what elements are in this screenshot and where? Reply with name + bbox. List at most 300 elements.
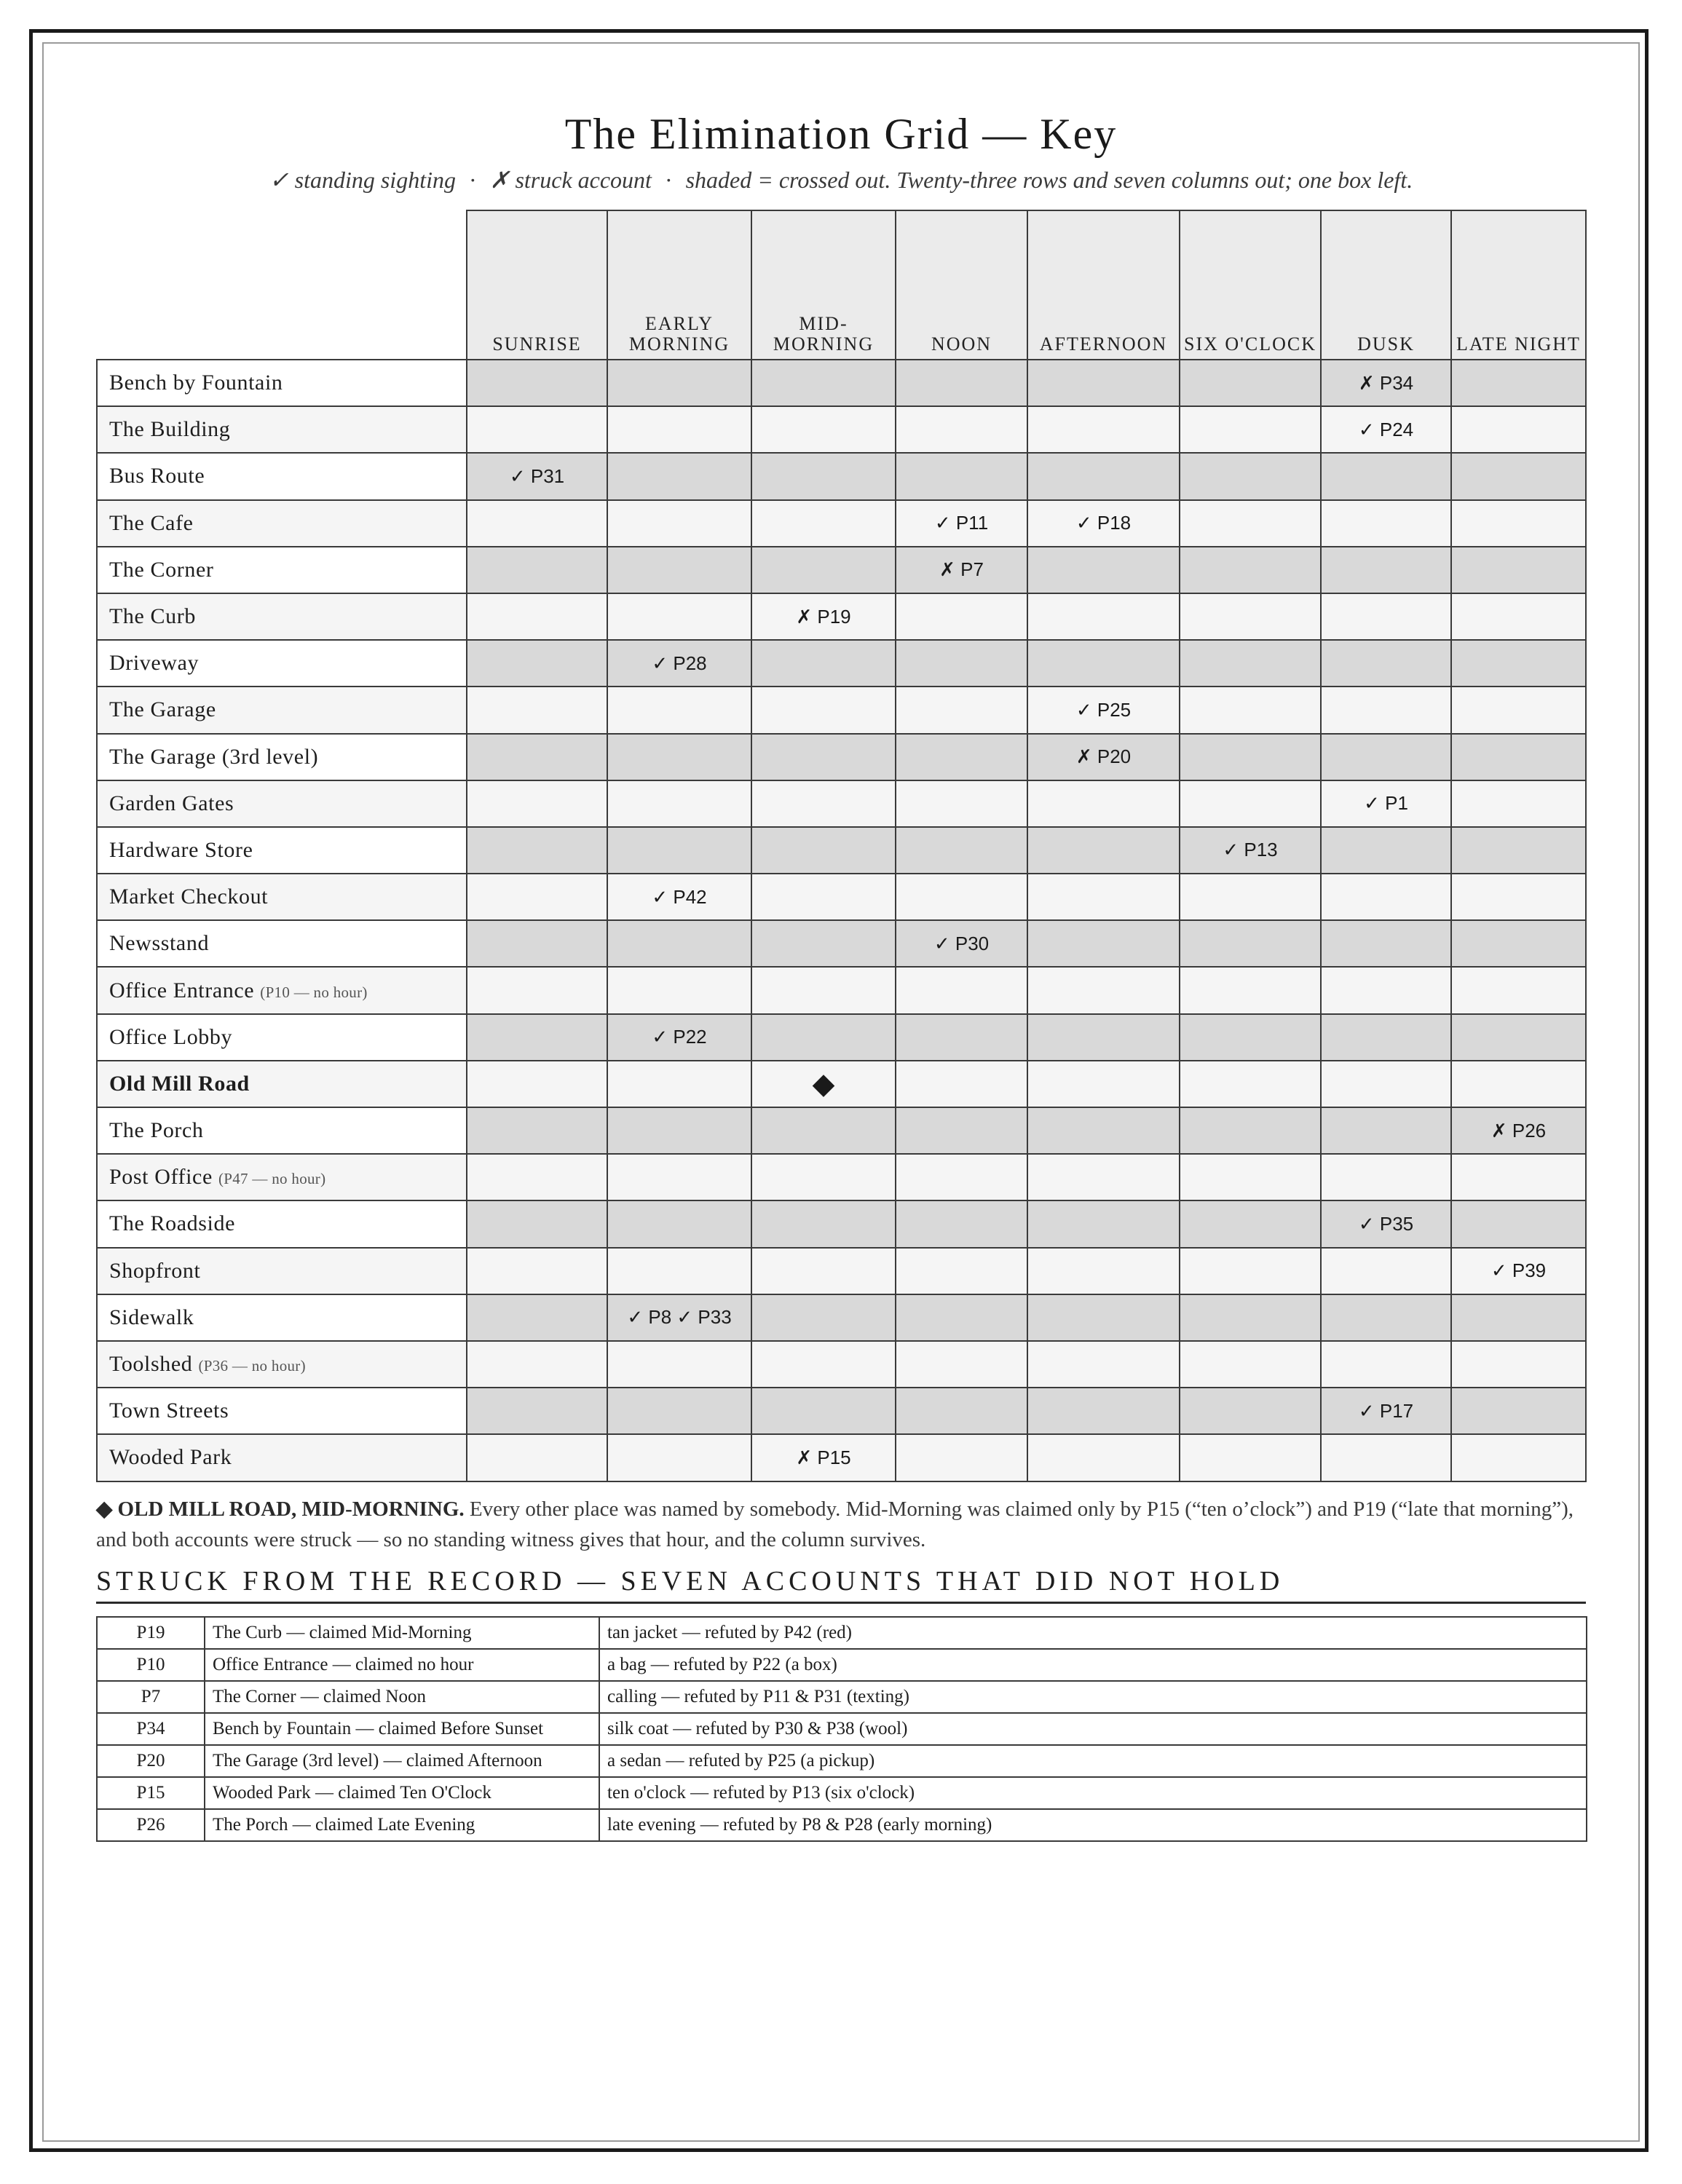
grid-cell	[1027, 1200, 1180, 1247]
place-note: (P36 — no hour)	[198, 1357, 306, 1375]
grid-cell	[1027, 500, 1180, 547]
grid-cell	[1321, 967, 1451, 1013]
place-name: Bus Route	[109, 464, 205, 488]
grid-cell	[1451, 1388, 1586, 1434]
place-name: Office Lobby	[109, 1024, 233, 1049]
grid-cell	[1451, 687, 1586, 733]
grid-cell	[1321, 1200, 1451, 1247]
grid-cell	[751, 967, 896, 1013]
struck-refutation: late evening — refuted by P8 & P28 (early morning)	[599, 1809, 1587, 1841]
grid-cell	[896, 1200, 1027, 1247]
grid-cell	[1180, 967, 1321, 1013]
grid-cell	[1451, 1154, 1586, 1200]
grid-cell	[467, 593, 607, 640]
grid-cell	[1451, 1107, 1586, 1154]
column-header-line: EARLY	[644, 313, 714, 334]
grid-cell	[607, 1434, 751, 1481]
grid-cell	[1180, 593, 1321, 640]
grid-cell	[1027, 1014, 1180, 1061]
grid-cell	[1180, 827, 1321, 874]
grid-cell	[1027, 920, 1180, 967]
place-name: Old Mill Road	[109, 1071, 250, 1096]
grid-cell	[896, 1107, 1027, 1154]
grid-cell	[1321, 734, 1451, 780]
grid-cell	[607, 780, 751, 827]
grid-row	[97, 920, 1586, 967]
grid-cell	[896, 920, 1027, 967]
grid-cell	[751, 1200, 896, 1247]
grid-cell	[1321, 593, 1451, 640]
grid-cell	[607, 593, 751, 640]
sighting-mark: ✓ P39	[1490, 1259, 1547, 1282]
sighting-mark: ✓ P8 ✓ P33	[627, 1306, 732, 1329]
grid-cell	[1321, 360, 1451, 406]
grid-cell	[751, 406, 896, 453]
grid-cell	[607, 500, 751, 547]
place-name: The Roadside	[109, 1211, 235, 1236]
grid-cell	[1027, 1341, 1180, 1388]
place-note: (P10 — no hour)	[260, 983, 368, 1001]
sighting-mark: ✓ P31	[509, 464, 565, 487]
grid-cell	[896, 406, 1027, 453]
grid-cell	[607, 874, 751, 920]
grid-cell	[1451, 1294, 1586, 1341]
grid-cell	[1321, 453, 1451, 499]
column-header-line: MID-	[799, 313, 848, 334]
grid-row	[97, 1248, 1586, 1294]
place-name: The Corner	[109, 557, 214, 582]
grid-cell	[467, 1061, 607, 1107]
grid-cell	[607, 547, 751, 593]
column-header-line: LATE NIGHT	[1456, 333, 1581, 355]
grid-cell	[1321, 1061, 1451, 1107]
grid-cell	[896, 593, 1027, 640]
struck-claim: The Curb — claimed Mid-Morning	[205, 1617, 599, 1649]
sighting-mark: ✗ P19	[796, 605, 851, 628]
answer-cell	[751, 1061, 896, 1107]
grid-cell	[607, 1154, 751, 1200]
grid-cell	[467, 827, 607, 874]
grid-cell	[896, 967, 1027, 1013]
grid-cell	[1451, 1014, 1586, 1061]
place-cell	[97, 500, 467, 547]
column-header	[607, 210, 751, 360]
place-cell	[97, 1341, 467, 1388]
struck-table	[96, 1616, 1587, 1842]
grid-cell	[1027, 640, 1180, 687]
grid-body	[97, 360, 1586, 1481]
sighting-mark: ✓ P35	[1358, 1212, 1414, 1235]
column-header-row	[97, 210, 1586, 360]
struck-id: P7	[97, 1681, 205, 1713]
grid-cell	[896, 1154, 1027, 1200]
grid-cell	[467, 967, 607, 1013]
grid-cell	[1321, 687, 1451, 733]
sighting-mark: ✓ P17	[1358, 1399, 1414, 1422]
grid-cell	[467, 1294, 607, 1341]
grid-cell	[1027, 1434, 1180, 1481]
grid-cell	[607, 687, 751, 733]
grid-row	[97, 1014, 1586, 1061]
grid-cell	[1180, 780, 1321, 827]
place-name: The Curb	[109, 604, 196, 629]
grid-cell	[1451, 1248, 1586, 1294]
grid-cell	[751, 1388, 896, 1434]
grid-cell	[1321, 500, 1451, 547]
struck-claim: Office Entrance — claimed no hour	[205, 1649, 599, 1681]
grid-cell	[896, 360, 1027, 406]
place-cell	[97, 1294, 467, 1341]
grid-cell	[896, 1434, 1027, 1481]
grid-cell	[1027, 1294, 1180, 1341]
grid-cell	[1180, 1014, 1321, 1061]
grid-cell	[1027, 453, 1180, 499]
grid-row	[97, 1107, 1586, 1154]
struck-refutation: silk coat — refuted by P30 & P38 (wool)	[599, 1713, 1587, 1745]
place-cell	[97, 640, 467, 687]
column-header-line: DUSK	[1357, 333, 1415, 355]
grid-cell	[1180, 1154, 1321, 1200]
grid-cell	[1321, 1107, 1451, 1154]
column-header	[896, 210, 1027, 360]
place-cell	[97, 687, 467, 733]
grid-cell	[1451, 593, 1586, 640]
grid-cell	[607, 360, 751, 406]
grid-cell	[1180, 874, 1321, 920]
grid-cell	[1180, 734, 1321, 780]
grid-cell	[1451, 453, 1586, 499]
grid-cell	[896, 547, 1027, 593]
struck-claim: The Porch — claimed Late Evening	[205, 1809, 599, 1841]
grid-cell	[607, 453, 751, 499]
column-header	[1321, 210, 1451, 360]
place-name: Hardware Store	[109, 837, 253, 862]
grid-row	[97, 1061, 1586, 1107]
grid-cell	[751, 1154, 896, 1200]
place-name: Bench by Fountain	[109, 371, 283, 395]
grid-cell	[1451, 1061, 1586, 1107]
grid-cell	[1451, 1434, 1586, 1481]
grid-cell	[896, 780, 1027, 827]
grid-cell	[1180, 1434, 1321, 1481]
struck-id: P19	[97, 1617, 205, 1649]
sighting-mark: ✓ P1	[1364, 792, 1408, 815]
grid-row	[97, 827, 1586, 874]
grid-cell	[467, 1107, 607, 1154]
grid-corner	[97, 210, 467, 360]
grid-cell	[896, 1341, 1027, 1388]
grid-cell	[1451, 1341, 1586, 1388]
place-name: Post Office	[109, 1165, 213, 1190]
place-name: Driveway	[109, 651, 200, 676]
grid-cell	[1321, 827, 1451, 874]
sighting-mark: ✗ P7	[939, 558, 984, 581]
grid-cell	[1180, 1061, 1321, 1107]
column-header	[751, 210, 896, 360]
struck-id: P20	[97, 1745, 205, 1777]
place-cell	[97, 920, 467, 967]
grid-cell	[467, 780, 607, 827]
grid-cell	[607, 1014, 751, 1061]
grid-cell	[751, 780, 896, 827]
grid-cell	[751, 687, 896, 733]
grid-cell	[751, 1434, 896, 1481]
elimination-grid	[96, 210, 1587, 1482]
place-name: The Porch	[109, 1118, 204, 1143]
grid-cell	[1027, 874, 1180, 920]
column-header-line: MORNING	[628, 333, 730, 355]
struck-row	[97, 1745, 1587, 1777]
grid-cell	[1180, 1388, 1321, 1434]
grid-cell	[751, 1014, 896, 1061]
legend-rest: shaded = crossed out. Twenty-three rows and seven columns out; one box left.	[685, 167, 1413, 193]
place-cell	[97, 1434, 467, 1481]
grid-row	[97, 687, 1586, 733]
struck-row	[97, 1777, 1587, 1809]
grid-cell	[896, 827, 1027, 874]
grid-cell	[1451, 734, 1586, 780]
grid-cell	[896, 1388, 1027, 1434]
struck-refutation: a bag — refuted by P22 (a box)	[599, 1649, 1587, 1681]
column-header-line: SIX O'CLOCK	[1184, 333, 1316, 355]
place-note: (P47 — no hour)	[218, 1170, 326, 1188]
place-cell	[97, 874, 467, 920]
grid-cell	[1027, 360, 1180, 406]
grid-cell	[896, 500, 1027, 547]
grid-cell	[467, 1434, 607, 1481]
place-cell	[97, 1200, 467, 1247]
grid-row	[97, 453, 1586, 499]
place-cell	[97, 967, 467, 1013]
struck-refutation: ten o'clock — refuted by P13 (six o'clock)	[599, 1777, 1587, 1809]
place-cell	[97, 827, 467, 874]
place-name: Office Entrance	[109, 978, 255, 1002]
grid-cell	[1180, 547, 1321, 593]
place-cell	[97, 1061, 467, 1107]
sighting-mark: ✓ P18	[1075, 512, 1132, 534]
column-header-line: SUNRISE	[492, 333, 582, 355]
grid-cell	[467, 360, 607, 406]
grid-row	[97, 593, 1586, 640]
grid-cell	[751, 1341, 896, 1388]
grid-cell	[751, 734, 896, 780]
column-header-line: MORNING	[773, 333, 874, 355]
place-name: The Garage (3rd level)	[109, 744, 319, 769]
grid-cell	[896, 734, 1027, 780]
grid-cell	[467, 640, 607, 687]
place-name: The Building	[109, 417, 231, 442]
sighting-mark: ✓ P11	[934, 512, 989, 534]
place-cell	[97, 1014, 467, 1061]
place-name: Garden Gates	[109, 791, 234, 815]
grid-row	[97, 1341, 1586, 1388]
place-name: Toolshed	[109, 1352, 193, 1377]
place-name: Wooded Park	[109, 1445, 232, 1470]
grid-cell	[467, 1248, 607, 1294]
sighting-mark: ✓ P22	[652, 1026, 707, 1048]
grid-cell	[896, 640, 1027, 687]
grid-cell	[1180, 1294, 1321, 1341]
grid-cell	[751, 827, 896, 874]
grid-cell	[1027, 827, 1180, 874]
grid-cell	[1180, 1341, 1321, 1388]
place-cell	[97, 547, 467, 593]
grid-cell	[1451, 406, 1586, 453]
place-name: Market Checkout	[109, 885, 269, 909]
grid-cell	[751, 640, 896, 687]
grid-cell	[467, 1014, 607, 1061]
grid-cell	[467, 547, 607, 593]
grid-cell	[1027, 1107, 1180, 1154]
grid-cell	[607, 734, 751, 780]
grid-cell	[1451, 967, 1586, 1013]
legend-line	[0, 166, 1682, 194]
grid-cell	[607, 1341, 751, 1388]
grid-cell	[467, 453, 607, 499]
grid-row	[97, 500, 1586, 547]
grid-cell	[1027, 547, 1180, 593]
struck-row	[97, 1713, 1587, 1745]
diamond-icon: ◆	[812, 1067, 835, 1101]
grid-cell	[1321, 1434, 1451, 1481]
grid-cell	[467, 920, 607, 967]
grid-cell	[1180, 500, 1321, 547]
grid-row	[97, 967, 1586, 1013]
grid-row	[97, 1434, 1586, 1481]
grid-cell	[1451, 640, 1586, 687]
legend-separator: ·	[468, 167, 477, 193]
struck-claim: The Corner — claimed Noon	[205, 1681, 599, 1713]
struck-heading: STRUCK FROM THE RECORD — SEVEN ACCOUNTS THAT DID NOT HOLD	[96, 1565, 1586, 1604]
sighting-mark: ✓ P24	[1358, 418, 1414, 440]
sighting-mark: ✓ P13	[1223, 839, 1278, 861]
grid-cell	[1451, 780, 1586, 827]
sighting-mark: ✗ P34	[1358, 371, 1414, 394]
legend-cross: ✗ struck account	[489, 167, 652, 193]
struck-row	[97, 1681, 1587, 1713]
grid-cell	[607, 827, 751, 874]
grid-cell	[607, 920, 751, 967]
place-cell	[97, 780, 467, 827]
grid-row	[97, 1294, 1586, 1341]
grid-cell	[607, 640, 751, 687]
grid-cell	[1321, 780, 1451, 827]
place-cell	[97, 1107, 467, 1154]
column-header-line: NOON	[931, 333, 992, 355]
grid-cell	[1451, 547, 1586, 593]
grid-cell	[1321, 1388, 1451, 1434]
struck-row	[97, 1617, 1587, 1649]
grid-cell	[1451, 360, 1586, 406]
grid-cell	[607, 1294, 751, 1341]
grid-cell	[1180, 920, 1321, 967]
grid-cell	[1027, 734, 1180, 780]
grid-cell	[607, 1107, 751, 1154]
grid-cell	[896, 874, 1027, 920]
grid-cell	[896, 1248, 1027, 1294]
grid-cell	[751, 1107, 896, 1154]
grid-cell	[1180, 1248, 1321, 1294]
grid-cell	[467, 406, 607, 453]
grid-cell	[751, 547, 896, 593]
column-header	[467, 210, 607, 360]
grid-row	[97, 1388, 1586, 1434]
legend-separator: ·	[664, 167, 673, 193]
struck-row	[97, 1809, 1587, 1841]
grid-row	[97, 360, 1586, 406]
struck-claim: Bench by Fountain — claimed Before Sunset	[205, 1713, 599, 1745]
grid-cell	[751, 360, 896, 406]
grid-cell	[751, 593, 896, 640]
grid-cell	[1321, 920, 1451, 967]
grid-cell	[1451, 500, 1586, 547]
legend-check: ✓ standing sighting	[269, 167, 456, 193]
sighting-mark: ✓ P42	[652, 885, 707, 908]
place-name: Town Streets	[109, 1398, 229, 1423]
place-name: The Garage	[109, 697, 216, 722]
place-cell	[97, 593, 467, 640]
grid-cell	[1027, 406, 1180, 453]
grid-cell	[1027, 1248, 1180, 1294]
grid-cell	[607, 1061, 751, 1107]
struck-id: P10	[97, 1649, 205, 1681]
grid-row	[97, 1200, 1586, 1247]
place-cell	[97, 360, 467, 406]
grid-cell	[751, 920, 896, 967]
grid-cell	[751, 874, 896, 920]
grid-row	[97, 734, 1586, 780]
grid-row	[97, 780, 1586, 827]
grid-cell	[467, 500, 607, 547]
grid-cell	[1321, 640, 1451, 687]
grid-cell	[1180, 640, 1321, 687]
grid-cell	[1321, 547, 1451, 593]
grid-cell	[1180, 406, 1321, 453]
column-header	[1451, 210, 1586, 360]
grid-cell	[607, 967, 751, 1013]
grid-cell	[1027, 1061, 1180, 1107]
grid-cell	[1027, 1154, 1180, 1200]
conclusion-lead: ◆ OLD MILL ROAD, MID-MORNING.	[96, 1497, 465, 1521]
grid-cell	[896, 1294, 1027, 1341]
grid-cell	[1321, 1341, 1451, 1388]
grid-cell	[467, 1154, 607, 1200]
grid-cell	[1180, 687, 1321, 733]
place-name: The Cafe	[109, 510, 194, 535]
column-header-line: AFTERNOON	[1039, 333, 1168, 355]
struck-refutation: calling — refuted by P11 & P31 (texting)	[599, 1681, 1587, 1713]
grid-cell	[1027, 780, 1180, 827]
grid-row	[97, 1154, 1586, 1200]
grid-cell	[467, 1200, 607, 1247]
grid-row	[97, 874, 1586, 920]
conclusion-note	[96, 1494, 1586, 1555]
place-cell	[97, 406, 467, 453]
grid-cell	[1321, 1294, 1451, 1341]
grid-cell	[896, 1014, 1027, 1061]
grid-cell	[467, 687, 607, 733]
struck-id: P26	[97, 1809, 205, 1841]
struck-claim: The Garage (3rd level) — claimed Afternoon	[205, 1745, 599, 1777]
grid-cell	[1451, 827, 1586, 874]
grid-cell	[1180, 360, 1321, 406]
grid-cell	[751, 1248, 896, 1294]
place-cell	[97, 1388, 467, 1434]
grid-cell	[607, 406, 751, 453]
grid-cell	[896, 453, 1027, 499]
grid-cell	[751, 500, 896, 547]
grid-cell	[467, 734, 607, 780]
